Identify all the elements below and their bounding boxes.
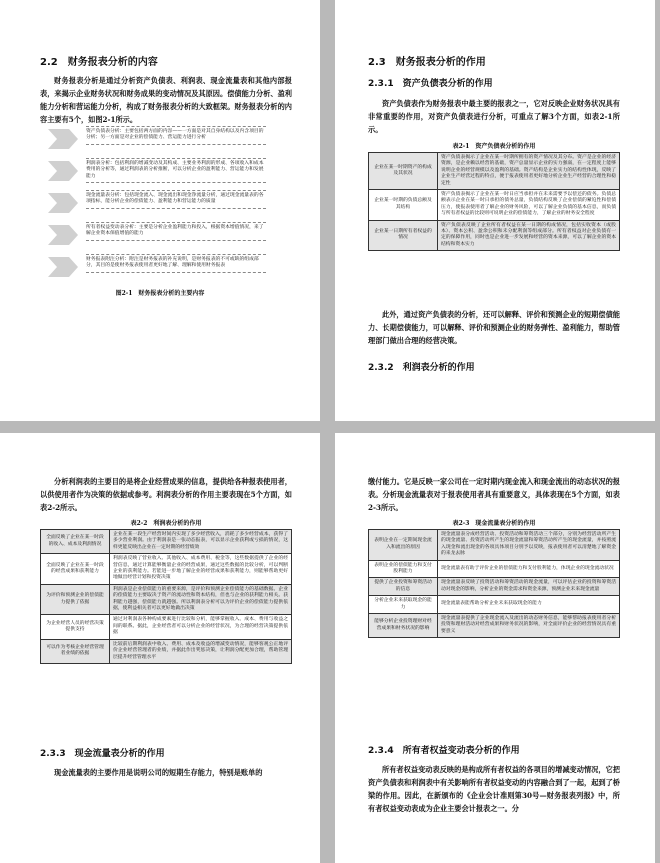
table-row — [369, 596, 620, 614]
diagram-item — [48, 125, 268, 155]
content-diagram — [48, 125, 268, 285]
row-label: 能够分析企业投资理财对经营成果和财务状况的影响 — [369, 614, 438, 638]
row-text: 通过对利润表各种构成要素进行比较和分析，能够掌握收入、成本、费用与收益之间的联系。据此，企业经营者可以分析企业的经营状况，为合理的经营决策提供依据 — [110, 615, 292, 639]
page-1 — [0, 0, 320, 421]
section-heading: 2.3 财务报表分析的作用 — [368, 57, 486, 68]
page-4 — [335, 433, 655, 863]
table-row — [41, 639, 292, 663]
cashflow-table — [368, 529, 620, 638]
chevron-icon — [48, 161, 78, 181]
chevron-icon — [48, 129, 78, 149]
row-label: 为评价和预测企业的偿债能力提供了依据 — [41, 584, 110, 615]
row-label: 分析企业未来获取现金的能力 — [369, 596, 438, 614]
table-row — [41, 554, 292, 585]
diagram-item — [48, 157, 268, 187]
subsection-heading: 2.3.2 利润表分析的作用 — [368, 363, 475, 373]
table-row — [369, 614, 620, 638]
row-text: 现金流量表反映了投资活动和筹资活动的现金流量，可以评估企业的投资和筹资活动对现金的影响，分析企业的资金需求和资金来源，预测企业未来现金流量 — [438, 578, 620, 596]
intro-paragraph: 缴付能力。它是反映一家公司在一定时期内现金流入和现金流出的动态状况的报表。分析现金流量表对于报表使用者具有重要意义，具体表现在5个方面，如表2-3所示。 — [368, 477, 620, 512]
table-row — [369, 190, 620, 221]
figure-caption: 图2-1 财务报表分析的主要内容 — [115, 290, 205, 297]
chevron-icon — [48, 225, 78, 245]
row-text: 资产负债表反映了企业所有者权益在某一日期的构成情况，包括实收资本（或股本）、资本公积、盈余公积和未分配利润等组成部分。所有者权益对企业负债有一定的保障作用，同时也是企业进一步发展和经营的资本来源，可以了解企业的资本结构和资本实力 — [438, 220, 620, 251]
row-text: 现金流量表能帮助分析企业未来获取现金的能力 — [438, 596, 620, 614]
table-title: 表2-1 资产负债表分析的作用 — [452, 143, 536, 150]
row-label: 企业某一日期所有者权益的情况 — [369, 220, 438, 251]
table-row — [369, 220, 620, 251]
table-row — [41, 615, 292, 639]
table-title: 表2-2 利润表分析的作用 — [130, 520, 202, 527]
row-label: 为企业经营人员的经营决策提供支持 — [41, 615, 110, 639]
diagram-item-text: 利润表分析：包括利润的增减变动及其构成、主要业务利润的形成、各项收入和成本费用的分析等，通过利润表的分析推断，可以分析企业的盈利能力、营运能力和发展能力 — [86, 158, 266, 183]
page-2 — [335, 0, 655, 421]
intro-paragraph: 财务报表分析是通过分析资产负债表、利润表、现金流量表和其他内部报表，来揭示企业财务状况和财务成果的变动情况及其原因。偿债能力分析、盈利能力分析和营运能力分析，构成了财务报表分析的大致框架。财务报表分析的内容主要有5个，如图2-1所示。 — [40, 76, 292, 124]
row-text: 比较前后期利润表中收入、费用、成本及收益的增减变动情况，能够客观公正地评价企业经营管理者的业绩，并据此作出奖惩决策，让利润分配更加合理，帮助管理层提升经营管理水平 — [110, 639, 292, 663]
after-table-paragraph: 此外，通过资产负债表的分析，还可以解释、评价和预测企业的短期偿债能力、长期偿债能力，可以解释、评价和预测企业的财务弹性、盈利能力，帮助管理部门做出合理的经营决策。 — [368, 310, 620, 345]
table-row — [369, 560, 620, 578]
row-label: 全面反映了企业在某一时段的收入、成本及利润情况 — [41, 530, 110, 554]
row-label: 提供了企业投资和筹资活动的信息 — [369, 578, 438, 596]
row-label: 可以作为考核企业经营管理者业绩的依据 — [41, 639, 110, 663]
row-label: 企业某一时期的负债总额及其结构 — [369, 190, 438, 221]
section-heading: 2.2 财务报表分析的内容 — [40, 57, 158, 68]
chevron-icon — [48, 193, 78, 213]
income-statement-table — [40, 529, 292, 664]
page-3 — [0, 433, 320, 863]
equity-paragraph: 所有者权益变动表反映的是构成所有者权益的各项目的增减变动情况，它把资产负债表和利润表中有关影响所有者权益变动的内容融合到了一起，起到了桥梁的作用。因此，在新颁布的《企业会计准则第30号—财务报表列报》中，所有者权益变动表成为企业主要会计报表之一。分 — [368, 765, 620, 813]
intro-paragraph: 分析利润表的主要目的是将企业经营成果的信息，提供给各种报表使用者，以供使用者作为决策的依据或参考。利润表分析的作用主要表现在5个方面，如表2-2所示。 — [40, 477, 292, 512]
chevron-icon — [48, 257, 78, 277]
row-label: 表明企业在一定期间现金流入和流出的原因 — [369, 530, 438, 561]
intro-paragraph: 资产负债表作为财务报表中最主要的报表之一，它对反映企业财务状况具有非常重要的作用，对资产负债表进行分析，可重点了解3个方面，如表2-1所示。 — [368, 99, 620, 134]
diagram-item-text: 财务报表附注分析：附注是财务报表的补充说明，是财务报表的不可或缺的组成部分，其目的是使财务报表使用者更好地了解、理解和使用财务报表 — [86, 254, 266, 273]
diagram-item — [48, 221, 268, 251]
row-text: 现金流量表提供了企业现金流入及流出的动态财务信息，能够帮助报表使用者分析投资和理财活动对经营成果和财务状况的影响，对全面评价企业的经营情况具有重要意义 — [438, 614, 620, 638]
balance-sheet-table — [368, 152, 620, 251]
row-label: 企业在某一时期资产的构成及其状况 — [369, 153, 438, 190]
table-title: 表2-3 现金流量表分析的作用 — [452, 520, 536, 527]
subsection-heading: 2.3.1 资产负债表分析的作用 — [368, 79, 493, 89]
row-text: 资产负债表揭示了企业在某一时期所拥有的资产情况及其分布。资产是企业的经济资源，是企业赖以经营的基础，资产总量显示企业的实力强弱，在一定程度上能够说明企业的经营规模以及盈利的基础。资产结构是企业实力的结构性体现，反映了企业生产经营过程的特点，便于报表使用者更好地分析企业生产经营的合理性和稳定性 — [438, 153, 620, 190]
subsection-heading: 2.3.3 现金流量表分析的作用 — [40, 749, 165, 759]
row-label: 全面反映了企业在某一时段的经营成果和获利能力 — [41, 554, 110, 585]
subsection-heading: 2.3.4 所有者权益变动表分析的作用 — [368, 746, 520, 756]
table-row — [369, 153, 620, 190]
table-row — [369, 530, 620, 561]
row-text: 利润表是企业偿债能力的重要来源，是评价和预测企业偿债能力的基础数据。企业的偿债能力主要取决于资产的流动性和资本结构，但也与企业的获利能力相关。获利能力越强，偿债能力就越强。所以利润表分析可以为评价企业的偿债能力提供依据，使利益相关者可以更好地做出决策 — [110, 584, 292, 615]
diagram-item-text: 现金流量表分析：包括现金流入、现金流出和现金净流量分析，通过现金流量表的各项指标，能分析企业的偿债能力、盈利能力和营运能力的质量 — [86, 190, 266, 209]
cashflow-paragraph: 现金流量表的主要作用是说明公司的短期生存能力，特别是账单的 — [54, 768, 263, 777]
diagram-item-text: 资产负债表分析：主要包括两方面的内容——一方面是对其自身结构以及内含项目的分析；另一方面是对企业的偿债能力、营运能力进行分析 — [86, 126, 266, 145]
diagram-item-text: 所有者权益变动表分析：主要是分析企业盈利能力和投入，根据资本增值情况，来了解企业资本保值增值的能力 — [86, 222, 266, 241]
diagram-item — [48, 189, 268, 219]
row-label: 表明企业的偿债能力和支付股利能力 — [369, 560, 438, 578]
table-row — [41, 530, 292, 554]
row-text: 现金流量表有助于评价企业的偿债能力和支付股利能力，体现企业的现金流动状况 — [438, 560, 620, 578]
diagram-item — [48, 253, 268, 283]
row-text: 资产负债表揭示了企业在某一时日应当承担并在未来需要予以偿还的债务。负债总额表示企业在某一时日承担的债务总量，负债结构反映了企业偿债的紧迫性和偿债压力，使报表使用者了解企业的财务风险，可以了解企业负债的基本信息，而负债与所有者权益的比较则可说明企业的偿债能力，了解企业的财务安全程度 — [438, 190, 620, 221]
row-text: 现金流量表分成经营活动、投资活动和筹资活动三个部分，分别为经营活动所产生的现金流量、投资活动所产生的现金流量和筹资活动所产生的现金流量，并按照流入现金和流出现金的各项具体项目分别予以反映，报表使用者可以清楚地了解资金的来龙去脉 — [438, 530, 620, 561]
table-row — [369, 578, 620, 596]
row-text: 利润表反映了营业收入、其他收入、成本费用、税金等，这些数据提供了企业的经营信息，通过计算能够衡量企业的经营成果，通过这些数据的比较分析，可以判断企业的获利能力。若能进一步地了解企业的经营成果和获利能力，则能够帮助更好地做出经营计划和投资决策 — [110, 554, 292, 585]
table-row — [41, 584, 292, 615]
row-text: 企业在某一段生产经营时间内实现了多少经营收入，消耗了多少经营成本，获得了多少营业利润。由于利润表是一张动态报表，可以显示企业获利或亏损的情况，这样更能反映出企业在一定时期的经营绩效 — [110, 530, 292, 554]
